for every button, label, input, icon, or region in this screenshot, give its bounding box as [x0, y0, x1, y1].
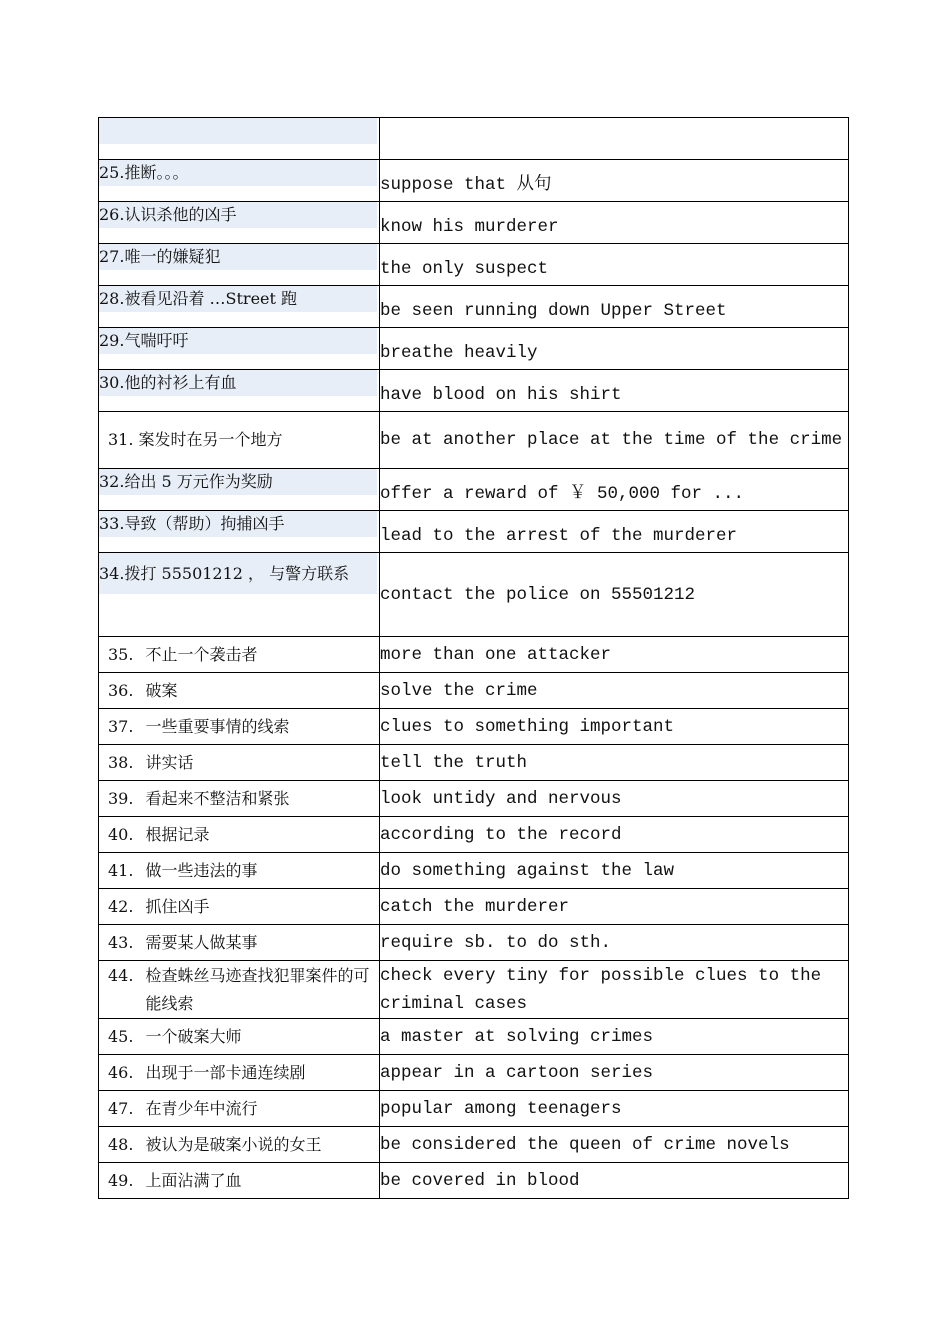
- english-cell: appear in a cartoon series: [380, 1055, 849, 1091]
- english-cell: a master at solving crimes: [380, 1019, 849, 1055]
- table-row: [99, 370, 849, 412]
- chinese-cell: [99, 673, 380, 709]
- chinese-text: 27.唯一的嫌疑犯: [99, 244, 377, 270]
- english-cell: the only suspect: [380, 244, 849, 286]
- chinese-cell: [99, 370, 380, 412]
- table-row: [99, 853, 849, 889]
- item-number: 40.: [108, 824, 134, 844]
- chinese-text: 不止一个袭击者: [145, 644, 258, 664]
- table-row: [99, 511, 849, 553]
- chinese-text: 28.被看见沿着 …Street 跑: [99, 286, 377, 312]
- chinese-cell: [99, 328, 380, 370]
- table-row: [99, 925, 849, 961]
- table-row: [99, 244, 849, 286]
- chinese-cell: [99, 511, 380, 553]
- table-row: [99, 637, 849, 673]
- chinese-cell: [99, 853, 380, 889]
- english-cell: suppose that 从句: [380, 160, 849, 202]
- english-cell: solve the crime: [380, 673, 849, 709]
- chinese-cell: [99, 469, 380, 511]
- chinese-cell: [99, 244, 380, 286]
- english-cell: clues to something important: [380, 709, 849, 745]
- english-cell: tell the truth: [380, 745, 849, 781]
- chinese-cell: [99, 817, 380, 853]
- chinese-text: 29.气喘吁吁: [99, 328, 377, 354]
- table-row: [99, 1127, 849, 1163]
- chinese-cell: [99, 553, 380, 637]
- english-cell: catch the murderer: [380, 889, 849, 925]
- english-cell: do something against the law: [380, 853, 849, 889]
- english-cell: according to the record: [380, 817, 849, 853]
- chinese-cell: [99, 1091, 380, 1127]
- chinese-text: 检查蛛丝马迹查找犯罪案件的可能线索: [145, 965, 370, 1013]
- chinese-cell: [99, 1163, 380, 1199]
- item-number: 42.: [108, 896, 134, 916]
- chinese-text: [99, 118, 377, 144]
- chinese-text: 一个破案大师: [145, 1026, 242, 1046]
- chinese-text: 看起来不整洁和紧张: [145, 788, 290, 808]
- chinese-cell: [99, 889, 380, 925]
- table-row: [99, 469, 849, 511]
- item-number: 38.: [108, 752, 134, 772]
- chinese-text: 根据记录: [145, 824, 210, 844]
- english-cell: lead to the arrest of the murderer: [380, 511, 849, 553]
- table-row: [99, 1163, 849, 1199]
- english-cell: popular among teenagers: [380, 1091, 849, 1127]
- chinese-text: 34.拨打 55501212 ， 与警方联系: [99, 553, 377, 594]
- chinese-cell: [99, 1055, 380, 1091]
- english-cell: be at another place at the time of the crime: [380, 412, 849, 469]
- english-cell: contact the police on 55501212: [380, 553, 849, 637]
- table-row: [99, 160, 849, 202]
- english-cell: have blood on his shirt: [380, 370, 849, 412]
- item-number: 36.: [108, 680, 134, 700]
- english-cell: require sb. to do sth.: [380, 925, 849, 961]
- item-number: 45.: [108, 1026, 134, 1046]
- english-cell: offer a reward of ￥ 50,000 for ...: [380, 469, 849, 511]
- vocabulary-table: [98, 117, 849, 1199]
- chinese-text: 30.他的衬衫上有血: [99, 370, 377, 396]
- table-row: [99, 412, 849, 469]
- table-row: [99, 817, 849, 853]
- table-row: [99, 1019, 849, 1055]
- english-cell: [380, 118, 849, 160]
- item-number: 43.: [108, 932, 134, 952]
- chinese-cell: [99, 745, 380, 781]
- item-number: 46.: [108, 1062, 134, 1082]
- item-number: 39.: [108, 788, 134, 808]
- table-row: [99, 328, 849, 370]
- chinese-text: 一些重要事情的线索: [145, 716, 290, 736]
- chinese-text: 破案: [145, 680, 178, 700]
- table-row: [99, 889, 849, 925]
- english-cell: be considered the queen of crime novels: [380, 1127, 849, 1163]
- chinese-text: 在青少年中流行: [145, 1098, 258, 1118]
- item-number: 48.: [108, 1134, 134, 1154]
- table-row: [99, 673, 849, 709]
- table-row: [99, 745, 849, 781]
- chinese-cell: [99, 709, 380, 745]
- chinese-text: 33.导致（帮助）拘捕凶手: [99, 511, 377, 537]
- english-cell: look untidy and nervous: [380, 781, 849, 817]
- table-row: [99, 202, 849, 244]
- chinese-text: 上面沾满了血: [145, 1170, 242, 1190]
- english-cell: check every tiny for possible clues to the criminal cases: [380, 961, 849, 1019]
- chinese-cell: [99, 286, 380, 328]
- chinese-text: 讲实话: [145, 752, 194, 772]
- item-number: 37.: [108, 716, 134, 736]
- chinese-text: 25.推断。。。: [99, 160, 377, 186]
- english-cell: be seen running down Upper Street: [380, 286, 849, 328]
- english-cell: breathe heavily: [380, 328, 849, 370]
- chinese-text: 出现于一部卡通连续剧: [145, 1062, 306, 1082]
- table-row: [99, 553, 849, 637]
- chinese-cell: [99, 160, 380, 202]
- chinese-cell: [99, 961, 380, 1019]
- item-number: 47.: [108, 1098, 134, 1118]
- chinese-text: 抓住凶手: [145, 896, 210, 916]
- chinese-cell: [99, 1127, 380, 1163]
- chinese-text: 需要某人做某事: [145, 932, 258, 952]
- chinese-text: 做一些违法的事: [145, 860, 258, 880]
- chinese-cell: [99, 637, 380, 673]
- chinese-cell: [99, 202, 380, 244]
- table-row: [99, 1055, 849, 1091]
- chinese-cell: [99, 1019, 380, 1055]
- table-row: [99, 781, 849, 817]
- chinese-cell: [99, 925, 380, 961]
- table-row: [99, 961, 849, 1019]
- english-cell: be covered in blood: [380, 1163, 849, 1199]
- chinese-cell: 31. 案发时在另一个地方: [99, 412, 380, 469]
- item-number: 44.: [108, 965, 134, 985]
- chinese-text: 26.认识杀他的凶手: [99, 202, 377, 228]
- item-number: 49.: [108, 1170, 134, 1190]
- table-row: [99, 1091, 849, 1127]
- item-number: 41.: [108, 860, 134, 880]
- english-cell: more than one attacker: [380, 637, 849, 673]
- item-number: 35.: [108, 644, 134, 664]
- english-cell: know his murderer: [380, 202, 849, 244]
- table-row: [99, 118, 849, 160]
- table-row: [99, 286, 849, 328]
- chinese-cell: [99, 118, 380, 160]
- chinese-text: 被认为是破案小说的女王: [145, 1134, 322, 1154]
- table-row: [99, 709, 849, 745]
- chinese-text: 32.给出 5 万元作为奖励: [99, 469, 377, 495]
- chinese-cell: [99, 781, 380, 817]
